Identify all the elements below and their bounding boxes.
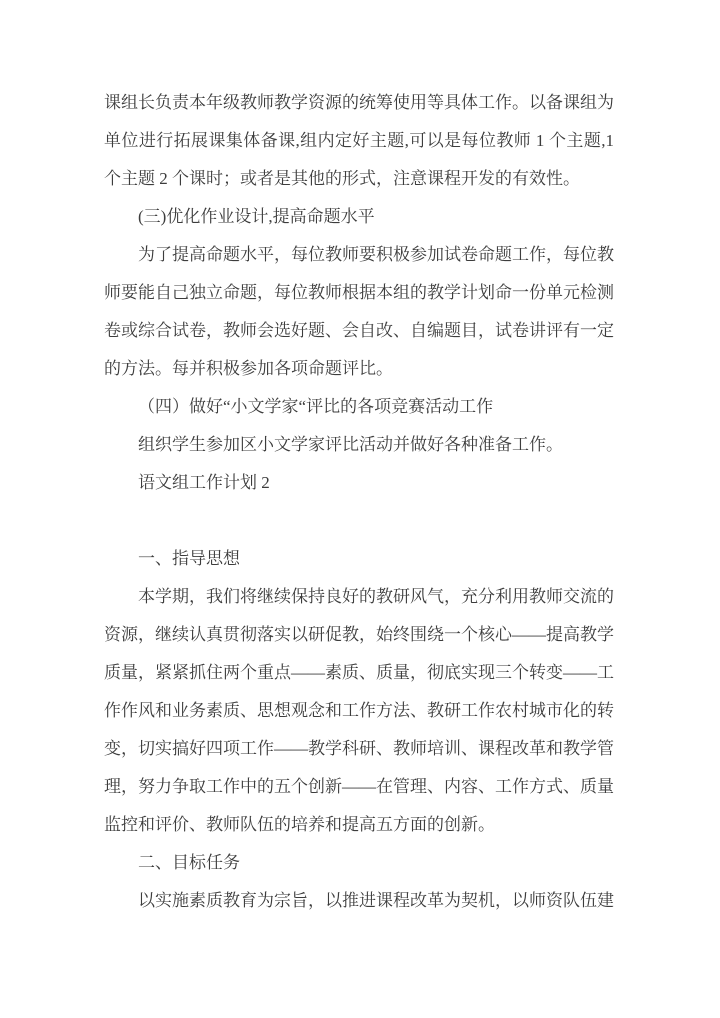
paragraph-goals: 以实施素质教育为宗旨，以推进课程改革为契机，以师资队伍建 [138, 891, 614, 910]
section-heading-guiding-ideology: 一、指导思想 [138, 549, 240, 568]
section-heading-3: (三)优化作业设计,提高命题水平 [138, 207, 375, 226]
paragraph-exam-design: 为了提高命题水平，每位教师要积极参加试卷命题工作，每位教师要能自己独立命题，每位教师根据本组的教学计划命一份单元检测卷或综合试卷，教师会选好题、会自改、自编题目，试卷讲评有一定的方法。每并积极参加各项命题评比。 [104, 245, 614, 378]
section-heading-4: （四）做好“小文学家“评比的各项竞赛活动工作 [138, 397, 494, 416]
paragraph-guiding-ideology: 本学期，我们将继续保持良好的教研风气，充分利用教师交流的资源，继续认真贯彻落实以研促教，始终围绕一个核心——提高教学质量，紧紧抓住两个重点——素质、质量，彻底实现三个转变——工作作风和业务素质、思想观念和工作方法、教研工作农村城市化的转变，切实搞好四项工作——教学科研、教师培训、课程改革和教学管理，努力争取工作中的五个创新——在管理、内容、工作方式、质量监控和评价、教师队伍的培养和提高五方面的创新。 [104, 587, 614, 834]
section-heading-goals: 二、目标任务 [138, 853, 240, 872]
plan-title-2: 语文组工作计划 2 [138, 473, 270, 492]
paragraph-continuation: 课组长负责本年级教师教学资源的统筹使用等具体工作。以备课组为单位进行拓展课集体备课,组内定好主题,可以是每位教师 1 个主题,1 个主题 2 个课时；或者是其他的形式，注意课程开发的有效性。 [104, 93, 614, 188]
paragraph-competition: 组织学生参加区小文学家评比活动并做好各种准备工作。 [138, 435, 563, 454]
